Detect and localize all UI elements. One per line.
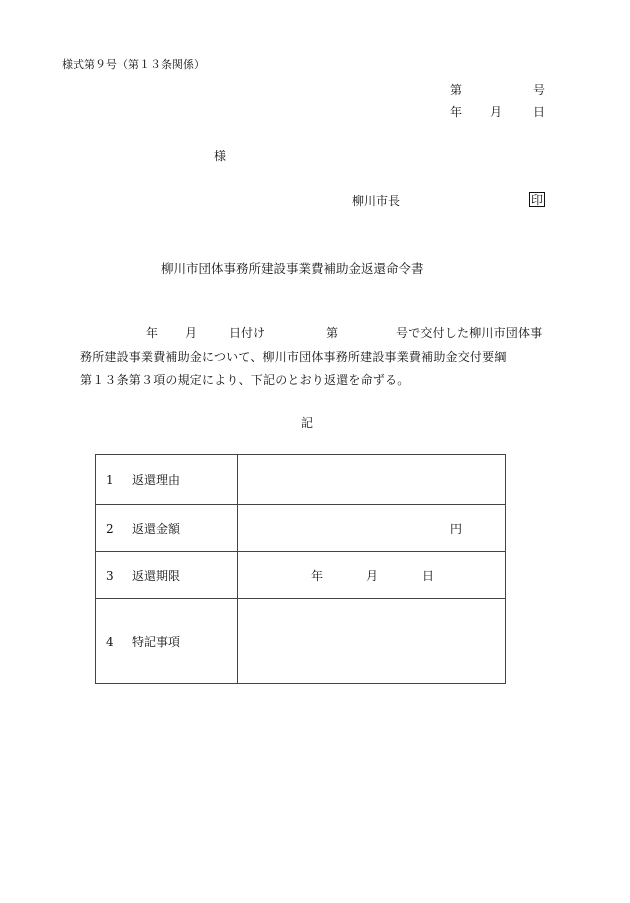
body-line3: 第１３条第３項の規定により、下記のとおり返還を命ずる。 [80,373,410,387]
date-month: 月 [490,105,503,119]
deadline-day: 日 [422,569,435,583]
body-line2: 務所建設事業費補助金について、柳川市団体事務所建設事業費補助金交付要綱 [80,350,507,364]
return-details-table [95,454,506,684]
item-label-cell [96,599,238,684]
deadline-value-cell[interactable] [238,552,506,599]
body-day-dated: 日付け [229,326,266,340]
item-label-cell [96,505,238,552]
body-month: 月 [185,326,198,340]
item-label-cell [96,455,238,505]
table-row [96,552,506,599]
deadline-year: 年 [311,569,324,583]
issuer-name: 柳川市長 [352,194,401,208]
table-row [96,505,506,552]
item-number: 2 [106,521,114,536]
body-line1-rest: 号で交付した柳川市団体事 [396,326,543,340]
addressee-suffix: 様 [214,149,227,163]
form-number: 様式第９号（第１３条関係） [62,58,205,71]
reason-value-cell[interactable] [238,455,506,505]
item-label-cell [96,552,238,599]
document-number-prefix: 第 [450,83,463,97]
deadline-month: 月 [366,569,379,583]
date-day: 日 [533,105,546,119]
table-row [96,599,506,684]
seal-mark: 印 [531,193,544,207]
item-label: 特記事項 [132,634,181,649]
body-year: 年 [146,326,159,340]
item-number: 3 [106,568,114,583]
document-title: 柳川市団体事務所建設事業費補助金返還命令書 [161,261,424,276]
notes-value-cell[interactable] [238,599,506,684]
item-label: 返還理由 [132,473,181,487]
document-number-suffix: 号 [533,83,546,97]
item-label: 返還金額 [132,521,181,536]
table-row [96,455,506,505]
date-year: 年 [450,105,463,119]
item-label: 返還期限 [132,568,181,583]
amount-value-cell[interactable] [238,505,506,552]
yen-unit: 円 [450,522,463,536]
item-number: 1 [106,473,114,487]
item-number: 4 [106,634,114,649]
ki-heading: 記 [301,416,314,430]
body-no-prefix: 第 [326,326,339,340]
